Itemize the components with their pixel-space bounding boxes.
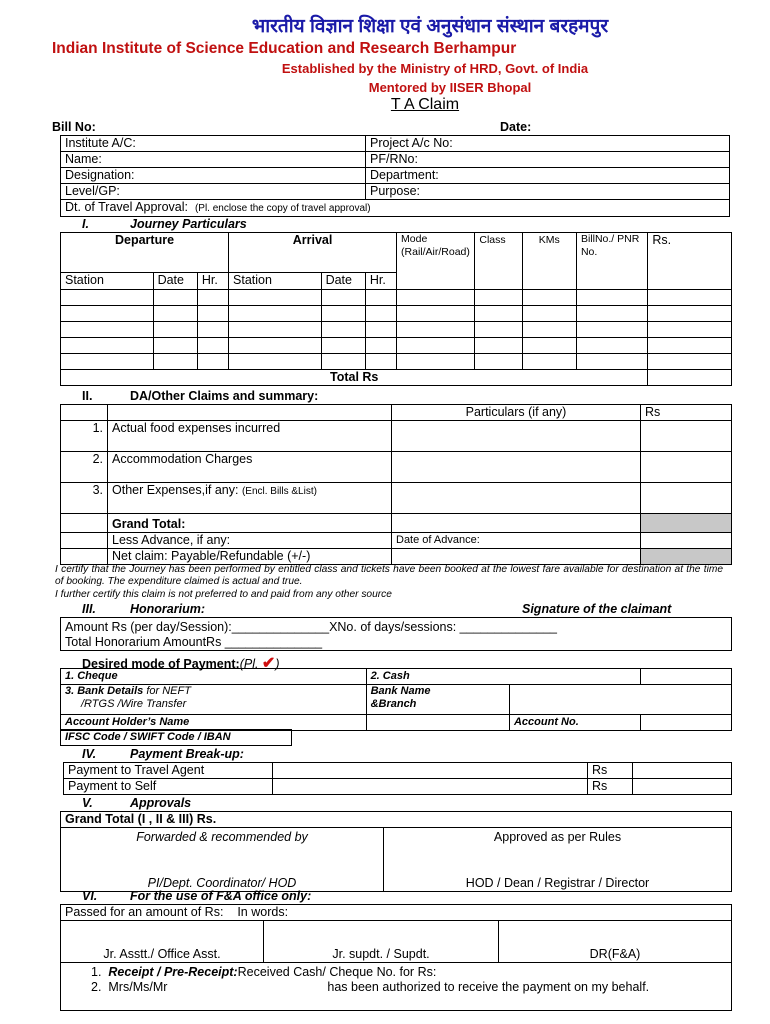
date-advance-field[interactable]: Date of Advance: — [392, 533, 641, 549]
payment-mode-close: ) — [275, 657, 280, 671]
approved-label: Approved as per Rules — [493, 830, 622, 844]
authorize-text: has been authorized to receive the payment on my behalf. — [327, 980, 650, 994]
section-iii-num: III. — [82, 602, 96, 616]
honorarium-amount: Amount Rs (per day/Session):______________ — [65, 620, 330, 634]
account-no-field[interactable] — [640, 715, 731, 731]
account-holder-field[interactable] — [366, 715, 509, 731]
grand-total-value[interactable] — [641, 514, 732, 533]
food-rs[interactable] — [641, 421, 732, 452]
account-holder-label: Account Holder’s Name — [61, 715, 367, 731]
dr-sign-box[interactable]: DR(F&A) — [499, 921, 732, 963]
receipt-label: Receipt / Pre-Receipt: — [108, 965, 238, 979]
section-i-title: Journey Particulars — [130, 217, 247, 231]
section-iv-title: Payment Break-up: — [130, 747, 244, 761]
institute-ac-field[interactable]: Institute A/C: — [61, 136, 366, 152]
travel-approval-field[interactable] — [61, 200, 730, 217]
forwarded-box[interactable] — [61, 828, 384, 892]
arr-date-header: Date — [321, 273, 365, 290]
other-rs[interactable] — [641, 483, 732, 514]
other-expenses-text: Other Expenses,if any: — [112, 483, 239, 497]
rs-header: Rs. — [648, 233, 732, 290]
established-line: Established by the Ministry of HRD, Govt. of India — [281, 61, 589, 76]
dep-date-header: Date — [153, 273, 197, 290]
dep-hr-header: Hr. — [197, 273, 228, 290]
departure-header: Departure — [61, 233, 229, 273]
info-table — [60, 135, 730, 217]
receipt-text: Received Cash/ Cheque No. for Rs: — [237, 965, 437, 979]
da-item-num: 2. — [61, 452, 108, 483]
da-table — [60, 404, 732, 565]
less-advance-value[interactable] — [641, 533, 732, 549]
hod-label: HOD / Dean / Registrar / Director — [465, 876, 650, 890]
journey-total-value[interactable] — [648, 370, 732, 386]
bank-note-1: for NEFT — [146, 685, 191, 697]
section-v-num: V. — [82, 796, 93, 810]
authorize-num: 2. — [91, 980, 102, 994]
payment-mode-pl: (Pl. — [239, 657, 259, 671]
section-ii-num: II. — [82, 389, 93, 403]
authorize-name: Mrs/Ms/Mr — [108, 980, 168, 994]
designation-field[interactable]: Designation: — [61, 168, 366, 184]
honorarium-box[interactable] — [61, 618, 732, 651]
passed-amount-field[interactable] — [61, 905, 732, 921]
other-expenses-note: (Encl. Bills &List) — [241, 486, 317, 497]
net-claim-label: Net claim: Payable/Refundable (+/-) — [108, 549, 392, 565]
hindi-title: भारतीय विज्ञान शिक्षा एवं अनुसंधान संस्थान बरहमपुर — [251, 16, 609, 37]
self-amount[interactable] — [633, 779, 732, 795]
form-title: T A Claim — [390, 96, 460, 113]
bank-name-text: Bank Name — [370, 685, 431, 697]
check-icon: ✔ — [261, 655, 276, 672]
cheque-option[interactable]: 1. Cheque — [61, 669, 367, 685]
bill-no-label: Bill No: — [52, 120, 96, 134]
section-iv-num: IV. — [82, 747, 97, 761]
honorarium-x: X — [329, 620, 338, 634]
section-vi-title: For the use of F&A office only: — [130, 889, 312, 903]
mode-header: Mode (Rail/Air/Road) — [397, 233, 475, 290]
honorarium-total: Total Honorarium AmountRs ______________ — [65, 635, 323, 649]
travel-approval-note: (Pl. enclose the copy of travel approval) — [194, 203, 371, 214]
da-item-num: 3. — [61, 483, 108, 514]
da-rs-header: Rs — [641, 405, 732, 421]
signature-label: Signature of the claimant — [522, 602, 672, 616]
accommodation-rs[interactable] — [641, 452, 732, 483]
supdt-sign-box[interactable]: Jr. supdt. / Supdt. — [264, 921, 499, 963]
mentored-line: Mentored by IISER Bhopal — [368, 80, 532, 95]
net-claim-value[interactable] — [641, 549, 732, 565]
bank-note-2: /RTGS /Wire Transfer — [81, 698, 187, 710]
approved-box[interactable] — [384, 828, 732, 892]
journey-table — [60, 232, 732, 386]
forwarded-label: Forwarded & recommended by — [136, 830, 308, 844]
travel-approval-label: Dt. of Travel Approval: — [65, 200, 188, 214]
other-particulars[interactable] — [392, 483, 641, 514]
billno-header: BillNo./ PNR No. — [576, 233, 647, 290]
project-ac-field[interactable]: Project A/c No: — [366, 136, 730, 152]
account-no-label: Account No. — [509, 715, 640, 731]
food-particulars[interactable] — [392, 421, 641, 452]
journey-row[interactable] — [61, 290, 732, 306]
institute-name: Indian Institute of Science Education and Research Berhampur — [52, 40, 517, 57]
accommodation-label: Accommodation Charges — [108, 452, 392, 483]
grand-total-label: Grand Total: — [108, 514, 392, 533]
certify-line-1: I certify that the Journey has been performed by entitled class and tickets have been booked at the lowest fare available for destination at the time of booking. The expenditure claimed is actual and true. — [55, 564, 723, 587]
fa-table — [60, 904, 732, 1011]
breakup-table — [63, 762, 732, 795]
receipt-box[interactable] — [61, 963, 732, 1011]
certify-line-2: I further certify this claim is not preferred to and paid from any other source — [55, 589, 392, 600]
passed-label: Passed for an amount of Rs: — [65, 905, 224, 919]
journey-row[interactable] — [61, 354, 732, 370]
approvals-table — [60, 811, 732, 892]
pf-field[interactable]: PF/RNo: — [366, 152, 730, 168]
cash-option[interactable]: 2. Cash — [366, 669, 640, 685]
da-item-num: 1. — [61, 421, 108, 452]
bank-name-label — [366, 685, 509, 715]
ifsc-label[interactable]: IFSC Code / SWIFT Code / IBAN — [61, 730, 292, 746]
arrival-header: Arrival — [229, 233, 397, 273]
journey-row[interactable] — [61, 306, 732, 322]
level-field[interactable]: Level/GP: — [61, 184, 366, 200]
arr-station-header: Station — [229, 273, 322, 290]
self-field[interactable] — [273, 779, 588, 795]
bank-details-label: 3. Bank Details — [65, 685, 144, 697]
department-field[interactable]: Department: — [366, 168, 730, 184]
section-vi-num: VI. — [82, 889, 98, 903]
grand-total-all[interactable]: Grand Total (I , II & III) Rs. — [61, 812, 732, 828]
bank-name-field[interactable] — [509, 685, 731, 715]
kms-header: KMs — [522, 233, 576, 290]
payment-table — [60, 668, 732, 731]
less-advance-label: Less Advance, if any: — [108, 533, 392, 549]
bank-details-option[interactable] — [61, 685, 367, 715]
in-words-label: In words: — [237, 905, 289, 919]
branch-text: &Branch — [370, 698, 417, 710]
self-label: Payment to Self — [64, 779, 273, 795]
purpose-field[interactable]: Purpose: — [366, 184, 730, 200]
class-header: Class — [475, 233, 522, 290]
coordinator-label: PI/Dept. Coordinator/ HOD — [147, 876, 297, 890]
self-rs: Rs — [588, 779, 633, 795]
food-expenses-label: Actual food expenses incurred — [108, 421, 392, 452]
receipt-num: 1. — [91, 965, 102, 979]
section-ii-title: DA/Other Claims and summary: — [130, 389, 319, 403]
name-field[interactable]: Name: — [61, 152, 366, 168]
journey-total-label: Total Rs — [61, 370, 648, 386]
other-expenses-label — [108, 483, 392, 514]
asstt-sign-box[interactable]: Jr. Asstt./ Office Asst. — [61, 921, 264, 963]
payment-mode-label: Desired mode of Payment: — [82, 657, 240, 671]
travel-agent-amount[interactable] — [633, 763, 732, 779]
date-label: Date: — [500, 120, 532, 134]
travel-agent-field[interactable] — [273, 763, 588, 779]
ifsc-table — [60, 729, 292, 746]
section-iii-title: Honorarium: — [130, 602, 205, 616]
accommodation-particulars[interactable] — [392, 452, 641, 483]
particulars-header: Particulars (if any) — [392, 405, 641, 421]
travel-agent-label: Payment to Travel Agent — [64, 763, 273, 779]
section-i-num: I. — [82, 217, 89, 231]
journey-row[interactable] — [61, 338, 732, 354]
honorarium-days: No. of days/sessions: ______________ — [337, 620, 558, 634]
journey-row[interactable] — [61, 322, 732, 338]
section-v-title: Approvals — [130, 796, 192, 810]
honorarium-table — [60, 617, 732, 651]
dep-station-header: Station — [61, 273, 154, 290]
travel-agent-rs: Rs — [588, 763, 633, 779]
arr-hr-header: Hr. — [365, 273, 396, 290]
